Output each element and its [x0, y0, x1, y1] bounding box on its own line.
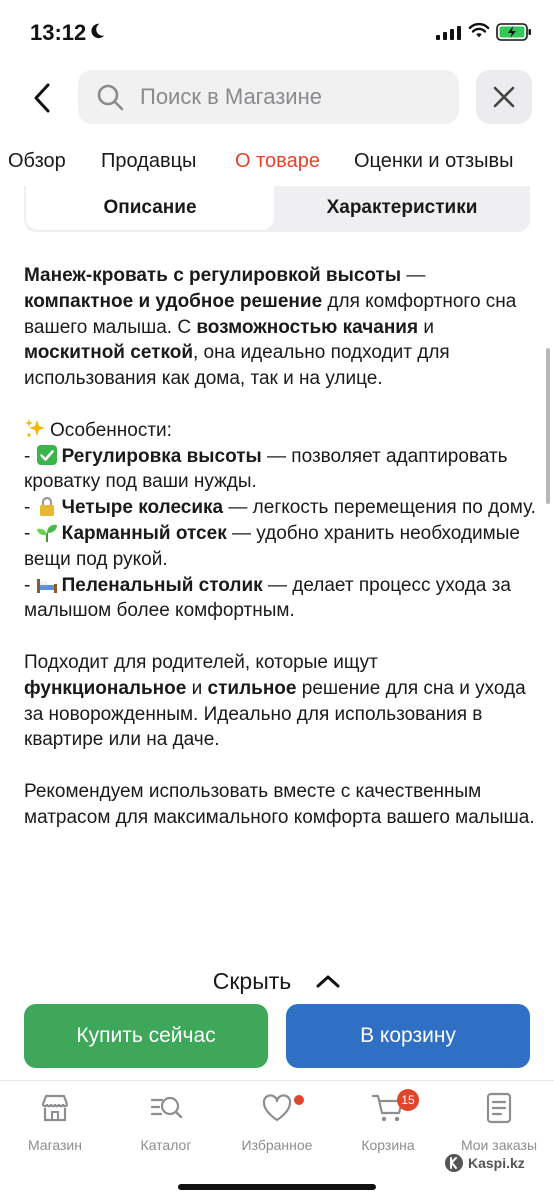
lock-icon: [36, 495, 58, 517]
buy-now-button[interactable]: Купить сейчас: [24, 1004, 268, 1068]
sparkles-icon: [24, 418, 46, 440]
description-paragraph: Манеж-кровать с регулировкой высоты — компактное и удобное решение для комфортного сна вашего малыша. С возможностью качания и москитной сеткой, она идеально подходит для использования как дома, так и на улице.: [24, 265, 517, 390]
tab-reviews[interactable]: Оценки и отзывы: [354, 150, 514, 172]
tab-overview[interactable]: Обзор: [8, 150, 66, 172]
seedling-icon: [36, 521, 58, 543]
status-time: 13:12: [30, 20, 87, 45]
back-button[interactable]: [24, 76, 60, 120]
hide-label: Скрыть: [212, 967, 292, 994]
nav-label: Корзина: [361, 1137, 415, 1153]
nav-item-cart[interactable]: [333, 1091, 443, 1153]
catalog-search-icon: [149, 1091, 183, 1125]
orders-icon: [482, 1091, 516, 1125]
description-paragraph: Рекомендуем использовать вместе с качественным матрасом для максимального комфорта вашего малыша.: [24, 780, 535, 828]
home-indicator: [178, 1184, 376, 1190]
nav-label: Мои заказы: [460, 1137, 538, 1153]
moon-icon: [88, 22, 106, 40]
description-paragraph: Подходит для родителей, которые ищут функциональное и стильное решение для сна и ухода за новорожденным. Идеально для использования в квартире или на даче.: [24, 651, 526, 751]
bottom-navigation: [0, 1080, 554, 1200]
search-input[interactable]: [140, 70, 450, 124]
heart-icon: [260, 1091, 294, 1125]
nav-item-shop[interactable]: [0, 1091, 110, 1153]
scroll-indicator[interactable]: [546, 348, 550, 504]
notification-dot: [294, 1095, 304, 1105]
feature-item: - Пеленальный столик — делает процесс ухода за малышом более комфортным.: [24, 574, 511, 622]
chevron-left-icon: [31, 82, 53, 114]
nav-item-orders[interactable]: [444, 1091, 554, 1153]
bed-icon: [36, 573, 58, 595]
tab-about-product[interactable]: О товаре: [235, 150, 320, 172]
search-icon: [96, 83, 124, 111]
feature-item: - Регулировка высоты — позволяет адаптировать кроватку под ваши нужды.: [24, 445, 508, 493]
kaspi-watermark: Kaspi.kz: [444, 1153, 525, 1173]
hide-toggle[interactable]: [0, 962, 554, 1000]
search-bar[interactable]: [78, 70, 459, 124]
product-description: [24, 263, 536, 831]
signal-icon: [436, 24, 461, 40]
cart-badge: 15: [397, 1089, 419, 1111]
nav-label: Каталог: [140, 1137, 192, 1153]
kaspi-logo-icon: [444, 1153, 464, 1173]
close-button[interactable]: [476, 70, 532, 124]
segment-characteristics[interactable]: Характеристики: [326, 197, 478, 218]
wifi-icon: [468, 22, 490, 40]
info-segmented-control: [24, 186, 530, 232]
feature-item: - Четыре колесика — легкость перемещения по дому.: [24, 497, 536, 519]
tab-sellers[interactable]: Продавцы: [101, 150, 197, 172]
shop-icon: [38, 1091, 72, 1125]
nav-item-catalog[interactable]: [111, 1091, 221, 1153]
nav-label: Магазин: [27, 1137, 82, 1153]
segment-description[interactable]: Описание: [26, 186, 274, 230]
features-title: Особенности:: [24, 418, 536, 444]
feature-item: - Карманный отсек — удобно хранить необходимые вещи под рукой.: [24, 522, 520, 570]
battery-charging-icon: [496, 22, 532, 42]
nav-item-favorites[interactable]: [222, 1091, 332, 1153]
chevron-up-icon: [315, 973, 341, 989]
add-to-cart-button[interactable]: В корзину: [286, 1004, 530, 1068]
status-bar: [0, 0, 554, 64]
check-mark-icon: [36, 444, 58, 466]
nav-label: Избранное: [241, 1137, 313, 1153]
close-icon: [492, 85, 516, 109]
